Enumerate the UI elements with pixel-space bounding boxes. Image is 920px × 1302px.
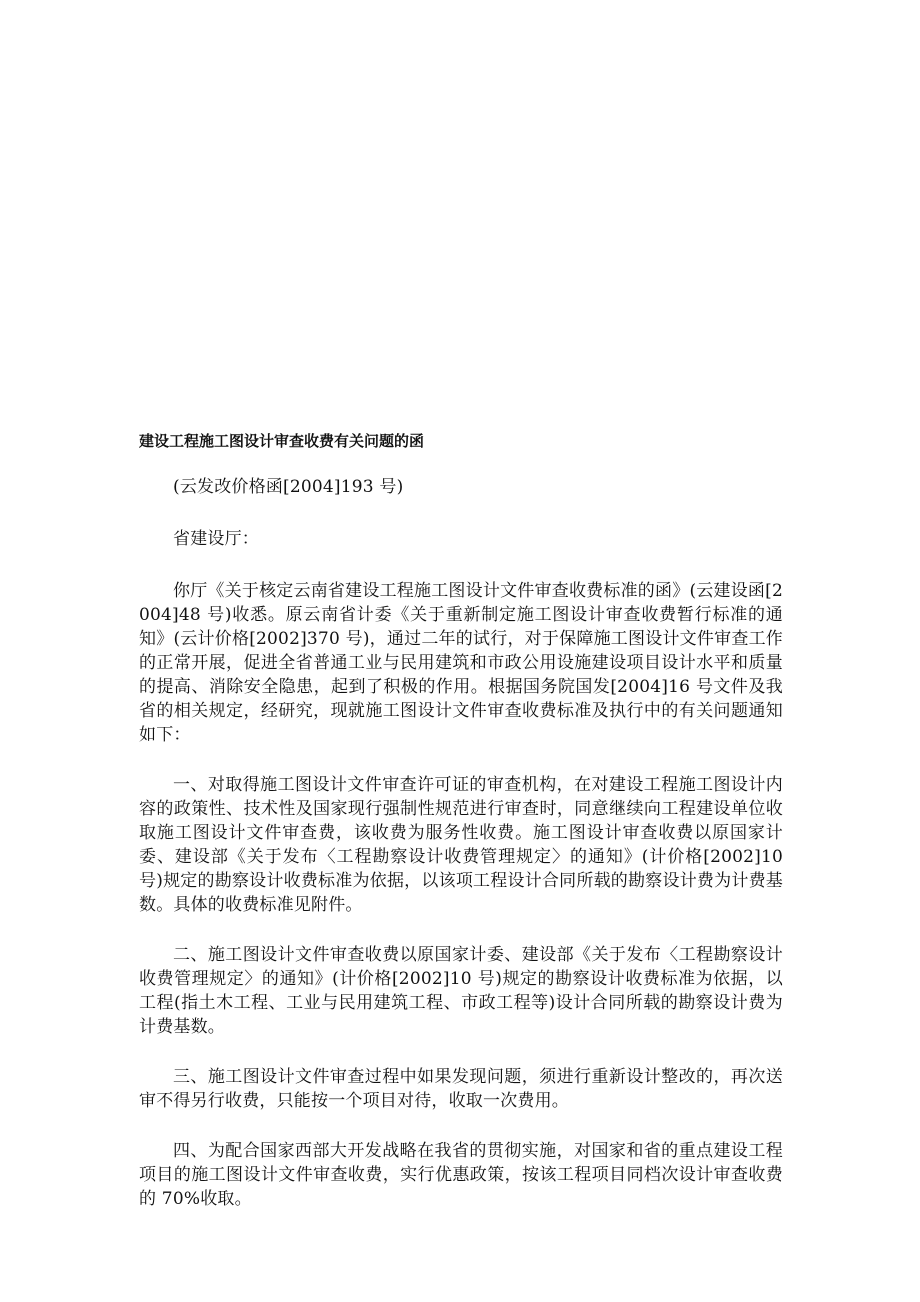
salutation: 省建设厅： [173,529,259,549]
paragraph-item-3: 三、施工图设计文件审查过程中如果发现问题，须进行重新设计整改的，再次送审不得另行收费，只能按一个项目对待，收取一次费用。 [139,1067,783,1111]
document-body [139,430,783,1237]
document-number: (云发改价格函[2004]193 号) [173,477,404,497]
paragraph-item-1: 一、对取得施工图设计文件审查许可证的审查机构，在对建设工程施工图设计内容的政策性、技术性及国家现行强制性规范进行审查时，同意继续向工程建设单位收取施工图设计文件审查费，该收费为服务性收费。施工图设计审查收费以原国家计委、建设部《关于发布〈工程勘察设计收费管理规定〉的通知》(计价格[2002]10 号)规定的勘察设计收费标准为依据，以该项工程设计合同所载的勘察设计费为计费基数。具体的收费标准见附件。 [139,775,783,915]
document-title: 建设工程施工图设计审查收费有关问题的函 [139,432,425,450]
paragraph-intro: 你厅《关于核定云南省建设工程施工图设计文件审查收费标准的函》(云建设函[2004]48 号)收悉。原云南省计委《关于重新制定施工图设计审查收费暂行标准的通知》(云计价格[2002]370 号)，通过二年的试行，对于保障施工图设计文件审查工作的正常开展，促进全省普通工业与民用建筑和市政公用设施建设项目设计水平和质量的提高、消除安全隐患，起到了积极的作用。根据国务院国发[2004]16 号文件及我省的相关规定，经研究，现就施工图设计文件审查收费标准及执行中的有关问题通知如下： [139,581,783,745]
paragraph-item-2: 二、施工图设计文件审查收费以原国家计委、建设部《关于发布〈工程勘察设计收费管理规定〉的通知》(计价格[2002]10 号)规定的勘察设计收费标准为依据，以工程(指土木工程、工业与民用建筑工程、市政工程等)设计合同所载的勘察设计费为计费基数。 [139,945,783,1037]
paragraph-item-4: 四、为配合国家西部大开发战略在我省的贯彻实施，对国家和省的重点建设工程项目的施工图设计文件审查收费，实行优惠政策，按该工程项目同档次设计审查收费的 70%收取。 [139,1141,783,1209]
